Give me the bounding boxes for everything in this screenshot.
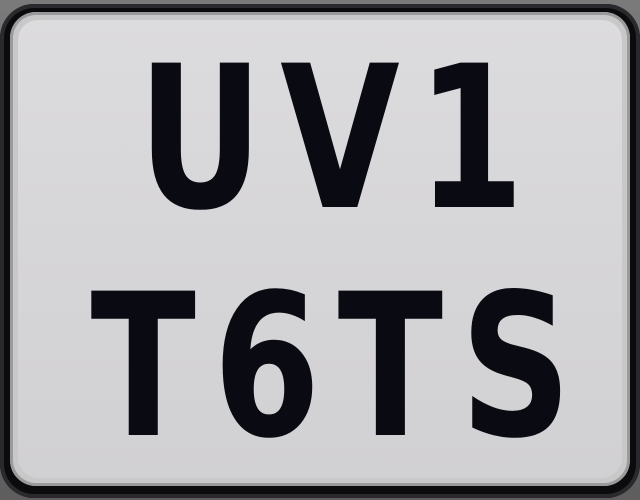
plate-text-line-1: UV1 xyxy=(137,23,542,254)
plate-text-line-2: T6TS xyxy=(90,251,589,482)
